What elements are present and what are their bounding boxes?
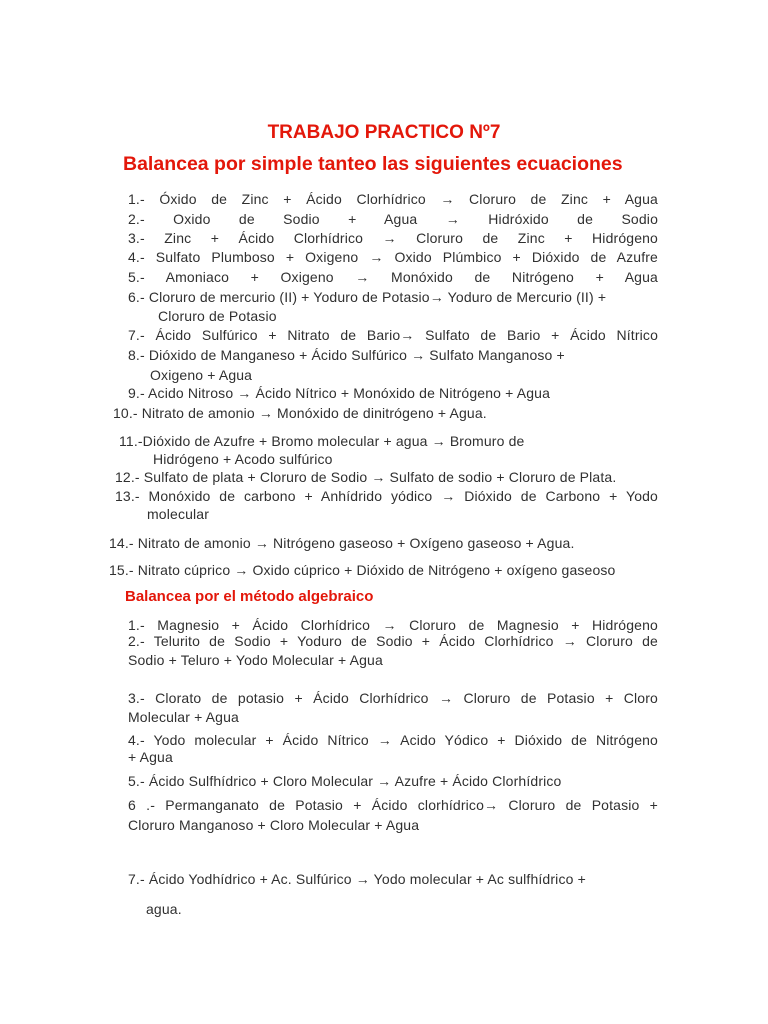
equation-line: 4.- Yodo molecular + Ácido Nítrico → Acido Yódico + Dióxido de Nitrógeno	[128, 732, 658, 748]
equation-line: 2.- Telurito de Sodio + Yoduro de Sodio + Ácido Clorhídrico → Cloruro de	[128, 633, 658, 649]
equation-line: 15.- Nitrato cúprico → Oxido cúprico + Dióxido de Nitrógeno + oxígeno gaseoso	[109, 562, 616, 578]
equation-line-continued: Sodio + Teluro + Yodo Molecular + Agua	[128, 652, 383, 668]
equation-line: 10.- Nitrato de amonio → Monóxido de dinitrógeno + Agua.	[113, 405, 487, 421]
equation-line-continued: Cloruro de Potasio	[158, 308, 277, 324]
equation-line: 12.- Sulfato de plata + Cloruro de Sodio → Sulfato de sodio + Cloruro de Plata.	[115, 469, 617, 485]
equation-line: 7.- Ácido Sulfúrico + Nitrato de Bario→ Sulfato de Bario + Ácido Nítrico	[128, 327, 658, 343]
equation-line: 3.- Zinc + Ácido Clorhídrico → Cloruro de Zinc + Hidrógeno	[128, 230, 658, 246]
equation-line: 1.- Óxido de Zinc + Ácido Clorhídrico → Cloruro de Zinc + Agua	[128, 191, 658, 207]
equation-line: 5.- Ácido Sulfhídrico + Cloro Molecular → Azufre + Ácido Clorhídrico	[128, 773, 562, 789]
equation-line: 7.- Ácido Yodhídrico + Ac. Sulfúrico → Yodo molecular + Ac sulfhídrico +	[128, 871, 586, 887]
equation-line: 13.- Monóxido de carbono + Anhídrido yódico → Dióxido de Carbono + Yodo	[115, 488, 658, 504]
equation-line: 14.- Nitrato de amonio → Nitrógeno gaseoso + Oxígeno gaseoso + Agua.	[109, 535, 575, 551]
document-title: TRABAJO PRACTICO Nº7	[267, 122, 501, 143]
equation-line-continued: Molecular + Agua	[128, 709, 239, 725]
section-heading-tanteo: Balancea por simple tanteo las siguientes ecuaciones	[123, 153, 623, 175]
equation-line-continued: + Agua	[128, 749, 173, 765]
equation-line: 2.- Oxido de Sodio + Agua → Hidróxido de Sodio	[128, 211, 658, 227]
equation-line-continued: Cloruro Manganoso + Cloro Molecular + Agua	[128, 817, 420, 833]
section-heading-algebraico: Balancea por el método algebraico	[125, 588, 374, 605]
equation-line-continued: Oxigeno + Agua	[150, 367, 253, 383]
equation-line: 9.- Acido Nitroso → Ácido Nítrico + Monóxido de Nitrógeno + Agua	[128, 385, 551, 401]
equation-line: 6.- Cloruro de mercurio (II) + Yoduro de Potasio→ Yoduro de Mercurio (II) +	[128, 289, 607, 305]
equation-line-continued: molecular	[147, 506, 210, 522]
equation-line-continued: agua.	[146, 901, 182, 917]
equation-line: 8.- Dióxido de Manganeso + Ácido Sulfúrico → Sulfato Manganoso +	[128, 347, 565, 363]
equation-line: 11.-Dióxido de Azufre + Bromo molecular + agua → Bromuro de	[119, 433, 525, 449]
equation-line: 6 .- Permanganato de Potasio + Ácido clorhídrico→ Cloruro de Potasio +	[128, 797, 658, 813]
equation-line-continued: Hidrógeno + Acodo sulfúrico	[153, 451, 333, 467]
equation-line: 4.- Sulfato Plumboso + Oxigeno → Oxido Plúmbico + Dióxido de Azufre	[128, 249, 658, 265]
equation-line: 5.- Amoniaco + Oxigeno → Monóxido de Nitrógeno + Agua	[128, 269, 658, 285]
equation-line: 3.- Clorato de potasio + Ácido Clorhídrico → Cloruro de Potasio + Cloro	[128, 690, 658, 706]
equation-line: 1.- Magnesio + Ácido Clorhídrico → Cloruro de Magnesio + Hidrógeno	[128, 617, 658, 633]
